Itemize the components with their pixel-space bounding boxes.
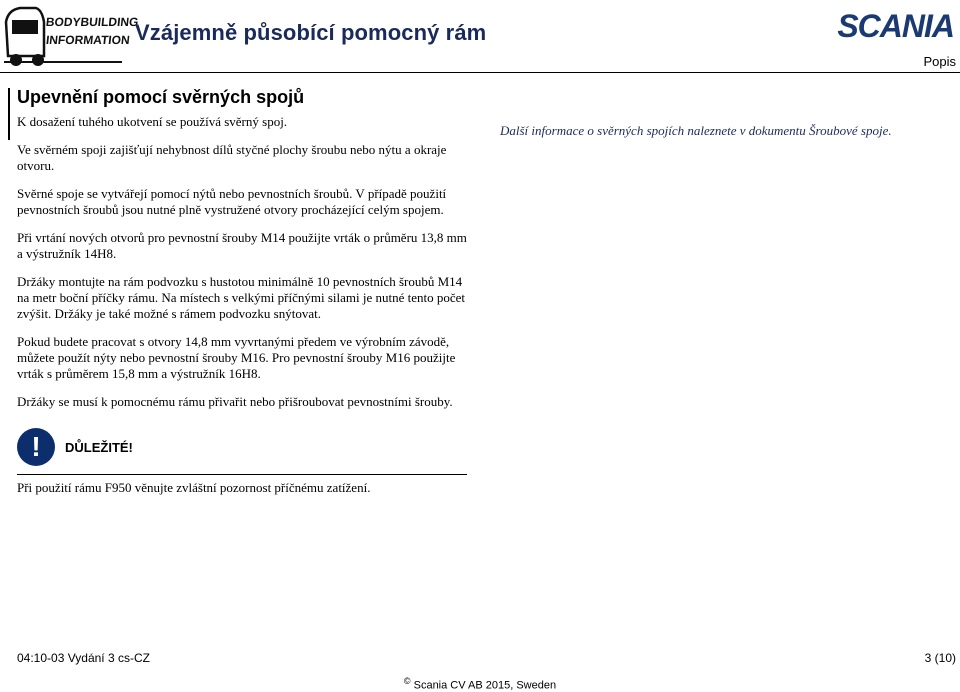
revision-bar [8,88,10,140]
paragraph-1: K dosažení tuhého ukotvení se používá svěrný spoj. [17,114,288,129]
side-note: Další informace o svěrných spojích naleznete v dokumentu Šroubové spoje. [500,123,892,138]
paragraph-3: Svěrné spoje se vytvářejí pomocí nýtů nebo pevnostních šroubů. V případě použití pevnostních šroubů jsou nutné plně vystružené otvory procházející celým spojem. [17,186,447,217]
important-callout [17,428,472,466]
paragraph-6: Pokud budete pracovat s otvory 14,8 mm vyvrtanými předem ve výrobním závodě, můžete použít nýty nebo pevnostní šrouby M16. Pro pevnostní šrouby M16 použijte vrták s průměrem 15,8 mm a výstružník 16H8. [17,334,456,381]
document-reference: 04:10-03 Vydání 3 cs-CZ [17,651,150,665]
paragraph-7: Držáky se musí k pomocnému rámu přivařit nebo přišroubovat pevnostními šrouby. [17,394,453,409]
section-end-divider [17,474,467,475]
copyright-text: Scania CV AB 2015, Sweden [413,679,557,692]
paragraph-4: Při vrtání nových otvorů pro pevnostní šrouby M14 použijte vrták o průměru 13,8 mm a výstružník 14H8. [17,230,467,261]
main-content [17,86,472,508]
copyright-line [0,676,960,692]
important-label: DŮLEŽITÉ! [65,439,133,455]
copyright-symbol: © [403,676,411,686]
exclamation-icon: ! [17,428,55,466]
section-label: Popis [923,54,956,69]
document-title: Vzájemně působící pomocný rám [135,20,487,45]
header-divider [0,72,960,73]
important-text: Při použití rámu F950 věnujte zvláštní pozornost příčnému zatížení. [17,480,371,495]
bodybuilding-information-logo [2,2,140,70]
logo-line-1: BODYBUILDING [45,15,140,29]
section-heading: Upevnění pomocí svěrných spojů [17,87,305,107]
paragraph-2: Ve svěrném spoji zajišťují nehybnost dílů styčné plochy šroubu nebo nýtu a okraje otvoru. [17,142,447,173]
paragraph-5: Držáky montujte na rám podvozku s hustotou minimálně 10 pevnostních šroubů M14 na metr boční příčky rámu. Na místech s velkými příčnými silami je nutné tento počet zvýšit. Držáky je také možné s rámem podvozku snýtovat. [17,274,466,321]
scania-logo: SCANIA [837,8,954,44]
logo-line-2: INFORMATION [45,33,131,47]
page-number: 3 (10) [924,651,956,665]
